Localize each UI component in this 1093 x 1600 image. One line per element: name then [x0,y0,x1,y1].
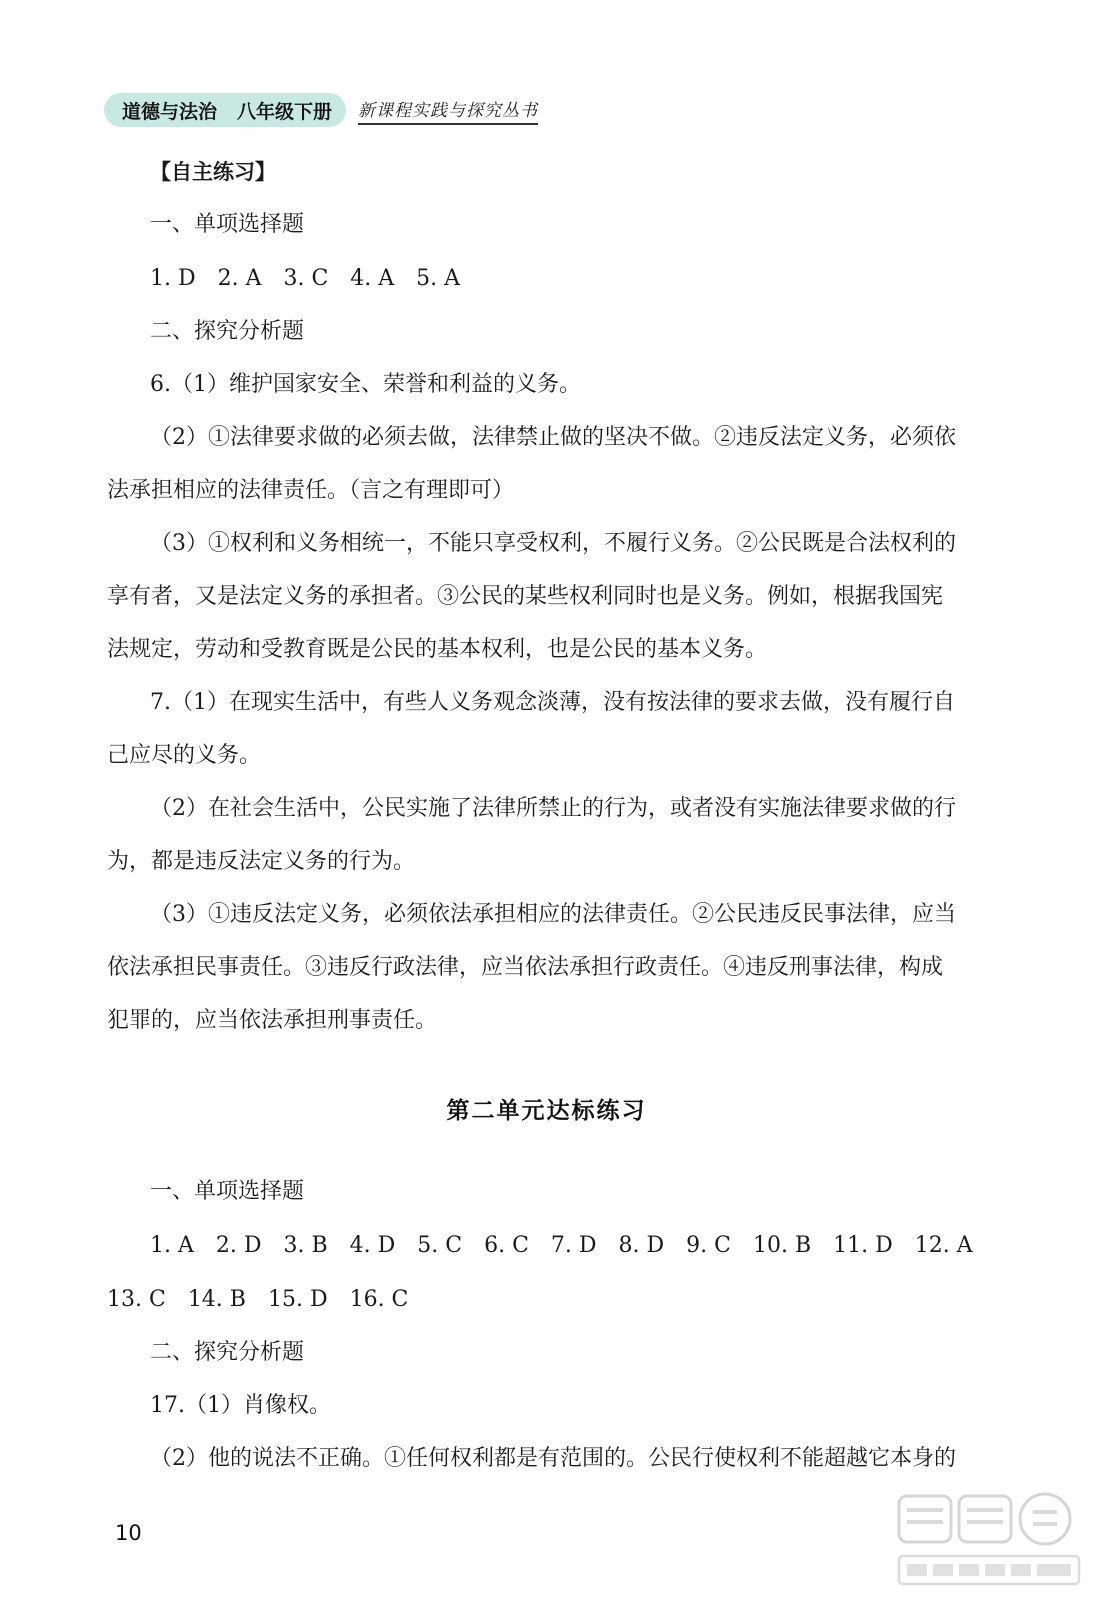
page-number: 10 [115,1521,142,1545]
part-heading-choice: 一、单项选择题 [150,212,305,237]
answer-line: 6.（1）维护国家安全、荣誉和利益的义务。 [150,372,581,397]
answer-line: （3）①权利和义务相统一，不能只享受权利，不履行义务。②公民既是合法权利的 [150,531,956,556]
choice-answers: 1. D 2. A 3. C 4. A 5. A [150,266,461,291]
series-label: 新课程实践与探究丛书 [358,96,538,125]
answer-line: 法承担相应的法律责任。（言之有理即可） [107,478,515,503]
part-heading-analysis: 二、探究分析题 [150,1340,305,1365]
answer-line: 依法承担民事责任。③违反行政法律，应当依法承担行政责任。④违反刑事法律，构成 [107,955,944,980]
answer-line: 犯罪的，应当依法承担刑事责任。 [107,1008,438,1033]
answer-line: 7.（1）在现实生活中，有些人义务观念淡薄，没有按法律的要求去做，没有履行自 [150,690,955,715]
part-heading-analysis: 二、探究分析题 [150,319,305,344]
answer-line: 为，都是违反法定义务的行为。 [107,849,416,874]
answer-line: 己应尽的义务。 [107,743,262,768]
part-heading-choice: 一、单项选择题 [150,1179,305,1204]
unit-title: 第二单元达标练习 [446,1098,647,1124]
choice-answers: 13. C 14. B 15. D 16. C [107,1287,409,1312]
answer-line: （2）他的说法不正确。①任何权利都是有范围的。公民行使权利不能超越它本身的 [150,1446,956,1471]
grade-label: 八年级下册 [237,100,333,123]
subject-badge [104,93,346,127]
answer-line: 法规定，劳动和受教育既是公民的基本权利，也是公民的基本义务。 [107,637,768,662]
choice-answers: 1. A 2. D 3. B 4. D 5. C 6. C 7. D 8. D 9. C 10. B 11. D 12. A [150,1233,973,1258]
subject-label: 道德与法治 [122,100,218,123]
answer-line: （3）①违反法定义务，必须依法承担相应的法律责任。②公民违反民事法律，应当 [150,902,956,927]
answer-line: 17.（1）肖像权。 [150,1393,331,1418]
watermark-logo [893,1490,1083,1590]
page-header [104,93,538,127]
answer-line: （2）①法律要求做的必须去做，法律禁止做的坚决不做。②违反法定义务，必须依 [150,425,956,450]
answer-line: 享有者，又是法定义务的承担者。③公民的某些权利同时也是义务。例如，根据我国宪 [107,584,944,609]
section-heading: 【自主练习】 [150,160,276,184]
answer-line: （2）在社会生活中，公民实施了法律所禁止的行为，或者没有实施法律要求做的行 [150,796,956,821]
